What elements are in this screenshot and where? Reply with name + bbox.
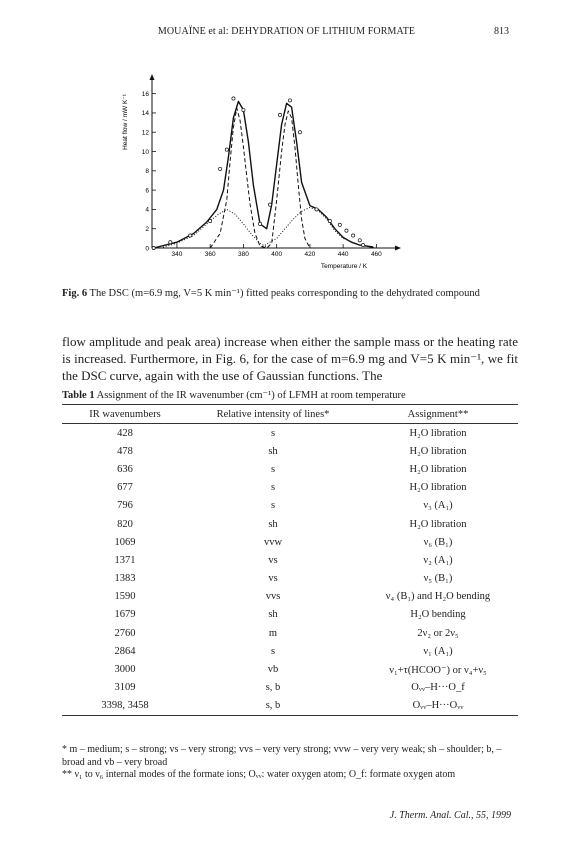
table-row	[62, 624, 518, 642]
figure-caption	[62, 288, 502, 300]
intensity-cell: vvs	[265, 591, 281, 603]
wavenumber-cell: 796	[117, 500, 133, 512]
intensity-cell: s	[270, 645, 276, 657]
table-row	[62, 533, 518, 551]
assignment-cell: H₂O libration	[409, 463, 467, 475]
assignment-cell: ν₁+τ(HCOO⁻) or ν₄+ν₅	[389, 664, 487, 676]
x-tick-label: 460	[370, 251, 382, 258]
data-point-marker	[328, 219, 331, 222]
x-tick-label: 360	[204, 251, 216, 258]
wavenumber-cell: 1679	[114, 609, 136, 621]
y-axis-arrow	[150, 74, 155, 80]
table-title	[62, 389, 522, 401]
assignment-cell: ν₅ (B₁)	[423, 573, 453, 585]
wavenumber-cell: 2864	[114, 645, 136, 657]
data-point-marker	[315, 208, 318, 211]
table-row	[62, 424, 518, 443]
dsc-chart	[110, 72, 410, 272]
intensity-cell: s, b	[188, 697, 358, 716]
assignment-cell: ν₂ (A₁)	[423, 554, 453, 566]
assignment-cell: ν₄ (B₁) and H₂O bending	[385, 591, 491, 603]
footnote-abbreviations: * m – medium; s – strong; vs – very strong; vvs – very very strong; vvw – very very weak; sh – shoulder; b, – broad and vb – very broad	[62, 744, 502, 768]
y-axis-label: Heat flow / mW K⁻¹	[122, 94, 129, 150]
intensity-cell: sh	[268, 445, 278, 457]
data-point-marker	[345, 229, 348, 232]
chart-plot	[152, 97, 376, 250]
intensity-cell: s	[270, 427, 276, 439]
table-footnotes	[62, 744, 522, 782]
table-body	[62, 424, 518, 716]
wavenumber-cell: 478	[117, 445, 133, 457]
column-header: Relative intensity of lines*	[188, 405, 358, 424]
table-row	[62, 551, 518, 569]
y-tick-label: 16	[141, 90, 149, 98]
intensity-cell: sh	[268, 609, 278, 621]
assignment-cell: H₂O bending	[410, 609, 466, 621]
wavenumber-cell: 677	[117, 482, 133, 494]
data-point-marker	[288, 99, 291, 102]
assignment-cell: Oᵥᵥ–H···O_f	[411, 682, 465, 694]
data-point-marker	[352, 234, 355, 237]
x-tick-label: 400	[271, 251, 283, 258]
wavenumber-cell: 820	[117, 518, 133, 530]
assignment-cell: H₂O libration	[409, 427, 467, 439]
data-point-marker	[298, 131, 301, 134]
assignment-cell: ν₁ (A₁)	[423, 645, 453, 657]
table-row	[62, 697, 518, 716]
intensity-cell: m	[268, 627, 278, 639]
column-header: IR wavenumbers	[62, 405, 188, 424]
y-tick-label: 6	[145, 187, 149, 195]
data-point-marker	[189, 234, 192, 237]
journal-citation: J. Therm. Anal. Cal., 55, 1999	[389, 810, 511, 821]
wavenumber-cell: 1371	[114, 554, 136, 566]
wavenumber-cell: 1590	[114, 591, 136, 603]
data-point-marker	[358, 239, 361, 242]
data-point-marker	[268, 203, 271, 206]
ir-assignment-table	[62, 404, 518, 716]
assignment-cell: H₂O libration	[409, 482, 467, 494]
intensity-cell: s	[270, 463, 276, 475]
table-row	[62, 479, 518, 497]
data-point-marker	[258, 222, 261, 225]
table-label: Table 1	[62, 390, 95, 401]
y-tick-label: 14	[141, 110, 149, 118]
assignment-cell: H₂O libration	[409, 518, 467, 530]
y-tick-label: 8	[145, 168, 149, 176]
assignment-cell: Oᵥᵥ–H···Oᵥᵥ	[358, 697, 518, 716]
table-row	[62, 606, 518, 624]
figure-label: Fig. 6	[62, 288, 88, 299]
wavenumber-cell: 1069	[114, 536, 136, 548]
data-point-marker	[219, 167, 222, 170]
table-row	[62, 460, 518, 478]
assignment-cell: ν₃ (A₁)	[423, 500, 453, 512]
body-paragraph: flow amplitude and peak area) increase when either the sample mass or the heating rate is increased. Furthermore, in Fig. 6, for the case of m=6.9 mg and V=5 K min⁻¹, we fit the DSC curve, again with the use of Gaussian functions. The	[62, 334, 518, 383]
data-point-marker	[152, 246, 155, 249]
intensity-cell: s	[270, 482, 276, 494]
wavenumber-cell: 1383	[114, 573, 136, 585]
table-row	[62, 679, 518, 697]
table-row	[62, 642, 518, 660]
table-row	[62, 497, 518, 515]
wavenumber-cell: 3398, 3458	[62, 697, 188, 716]
table-title-text: Assignment of the IR wavenumber (cm⁻¹) of LFMH at room temperature	[96, 390, 406, 401]
wavenumber-cell: 3000	[114, 664, 136, 676]
table-row	[62, 515, 518, 533]
data-point-marker	[242, 108, 245, 111]
intensity-cell: s, b	[265, 682, 281, 694]
intensity-cell: sh	[268, 518, 278, 530]
y-tick-label: 12	[141, 129, 149, 137]
data-point-marker	[169, 241, 172, 244]
assignment-cell: 2ν₂ or 2ν₅	[417, 627, 459, 639]
wavenumber-cell: 2760	[114, 627, 136, 639]
x-axis-label: Temperature / K	[320, 263, 368, 270]
intensity-cell: vb	[267, 664, 279, 676]
table-row	[62, 442, 518, 460]
assignment-cell: H₂O libration	[409, 445, 467, 457]
y-tick-label: 0	[145, 245, 149, 253]
y-tick-label: 2	[145, 226, 149, 234]
wavenumber-cell: 3109	[114, 682, 136, 694]
y-tick-label: 4	[145, 206, 149, 214]
table-header-row	[62, 405, 518, 424]
y-tick-label: 10	[141, 148, 149, 156]
x-tick-label: 340	[171, 251, 183, 258]
running-head: MOUAÏNE et al: DEHYDRATION OF LITHIUM FORMATE	[157, 26, 416, 37]
page-number: 813	[494, 26, 509, 37]
data-point-marker	[209, 219, 212, 222]
x-axis-arrow	[395, 246, 401, 251]
data-point-marker	[338, 223, 341, 226]
assignment-cell: ν₆ (B₁)	[423, 536, 453, 548]
table-row	[62, 570, 518, 588]
table-row	[62, 660, 518, 678]
figure-caption-text: The DSC (m=6.9 mg, V=5 K min⁻¹) fitted peaks corresponding to the dehydrated compound	[89, 288, 480, 299]
x-tick-label: 440	[337, 251, 349, 258]
wavenumber-cell: 636	[117, 463, 133, 475]
data-point-marker	[232, 97, 235, 100]
chart-axes	[142, 74, 401, 258]
intensity-cell: vs	[268, 554, 278, 566]
table-row	[62, 588, 518, 606]
x-tick-label: 420	[304, 251, 316, 258]
intensity-cell: vvw	[263, 536, 283, 548]
data-point-marker	[278, 113, 281, 116]
footnote-assignments: ** ν₁ to ν₆ internal modes of the formate ions; Oᵥᵥ: water oxygen atom; O_f: formate oxygen atom	[62, 769, 456, 780]
intensity-cell: vs	[268, 573, 278, 585]
wavenumber-cell: 428	[117, 427, 133, 439]
data-point-marker	[361, 244, 364, 247]
column-header: Assignment**	[358, 405, 518, 424]
x-tick-label: 380	[237, 251, 249, 258]
data-point-marker	[225, 148, 228, 151]
intensity-cell: s	[270, 500, 276, 512]
